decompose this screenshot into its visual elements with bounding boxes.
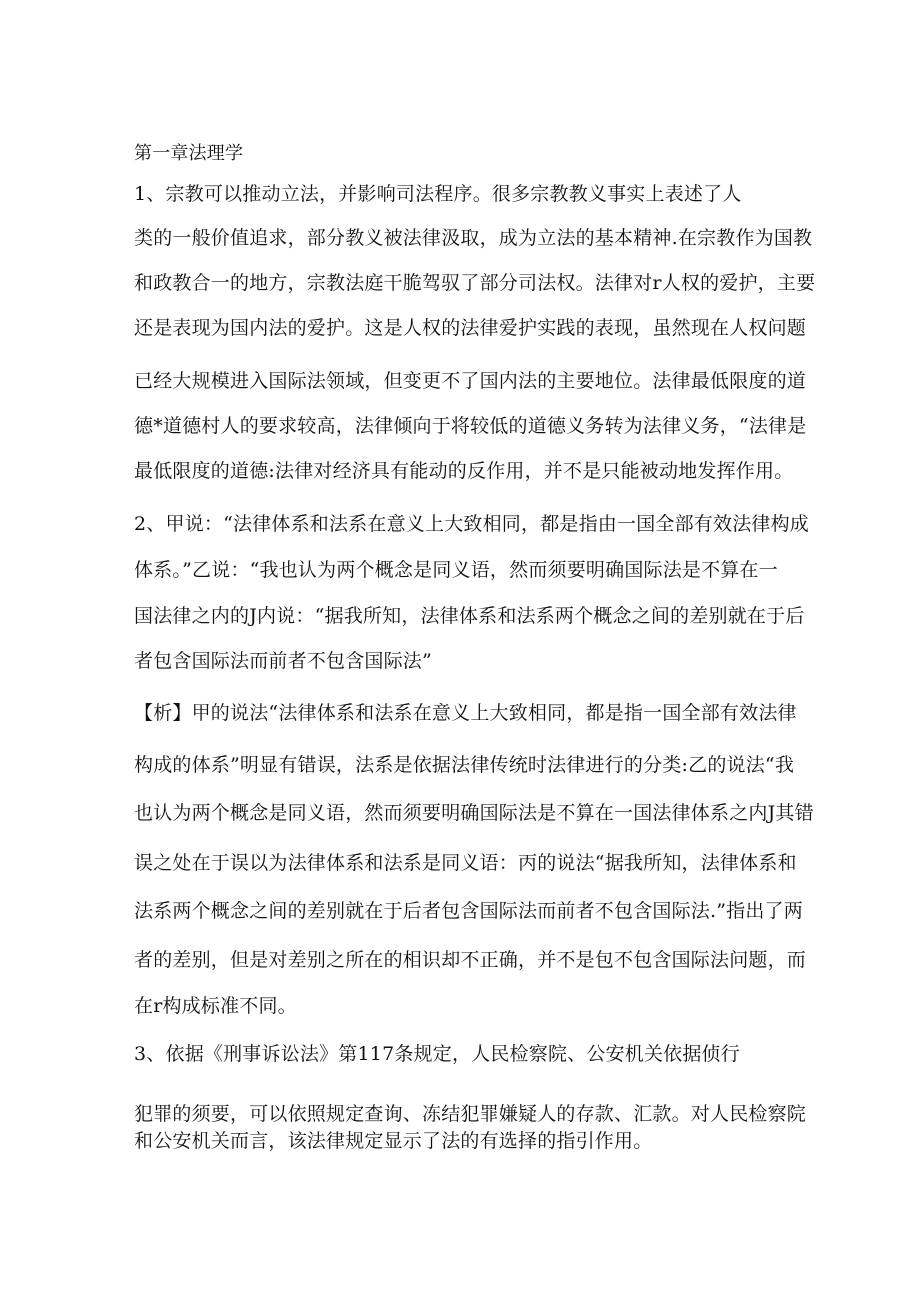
- q3-line: 和公安机关而言，该法律规定显示了法的有选择的指引作用。: [134, 1130, 653, 1152]
- q3-line: 犯罪的须要，可以依照规定查询、冻结犯罪嫌疑人的存款、汇款。对人民检察院: [134, 1103, 807, 1125]
- q1-line: 类的一般价值追求，部分教义被法律汲取，成为立法的基本精神.在宗教作为国教: [134, 227, 813, 249]
- q2-line: 者包含国际法而前者不包含国际法”: [134, 650, 432, 672]
- analysis-line: 误之处在于误以为法律体系和法系是同义语：丙的说法“据我所知，法律体系和: [134, 852, 797, 874]
- q2-line: 国法律之内的J内说：“据我所知，法律体系和法系两个概念之间的差别就在于后: [134, 605, 805, 627]
- analysis-line: 法系两个概念之间的差别就在于后者包含国际法而前者不包含国际法.”指出了两: [134, 900, 803, 922]
- analysis-line: 也认为两个概念是同义语，然而须要明确国际法是不算在一国法律体系之内J其错: [134, 802, 814, 824]
- chapter-title: 第一章法理学: [134, 143, 244, 164]
- q1-line: 德*道德村人的要求较高，法律倾向于将较低的道德义务转为法律义务，“法律是: [134, 415, 807, 437]
- analysis-line: 者的差别，但是对差别之所在的相识却不正确，并不是包不包含国际法问题，而: [134, 949, 807, 971]
- q1-line: 还是表现为国内法的爱护。这是人权的法律爱护实践的表现，虽然现在人权问题: [134, 317, 807, 339]
- q2-line: 2、甲说：“法律体系和法系在意义上大致相同，都是指由一国全部有效法律构成: [134, 513, 810, 535]
- q1-line: 最低限度的道德:法律对经济具有能动的反作用，并不是只能被动地发挥作用。: [134, 460, 794, 482]
- q1-line: 1、宗教可以推动立法，并影响司法程序。很多宗教教义事实上表述了人: [134, 183, 742, 205]
- analysis-line: 构成的体系”明显有错误，法系是依据法律传统时法律进行的分类:乙的说法“我: [134, 754, 795, 776]
- analysis-line: 【析】甲的说法“法律体系和法系在意义上大致相同，都是指一国全部有效法律: [134, 702, 797, 724]
- analysis-line: 在r构成标准不同。: [134, 995, 297, 1017]
- q1-line: 已经大规模进入国际法领域，但变更不了国内法的主要地位。法律最低限度的道: [134, 370, 807, 392]
- q2-line: 体系。”乙说：“我也认为两个概念是同义语，然而须要明确国际法是不算在一: [134, 559, 778, 581]
- q1-line: 和政教合一的地方，宗教法庭干脆驾驭了部分司法权。法律对r人权的爱护，主要: [134, 272, 816, 294]
- q3-line: 3、依据《刑事诉讼法》第117条规定，人民检察院、公安机关依据侦行: [134, 1043, 740, 1065]
